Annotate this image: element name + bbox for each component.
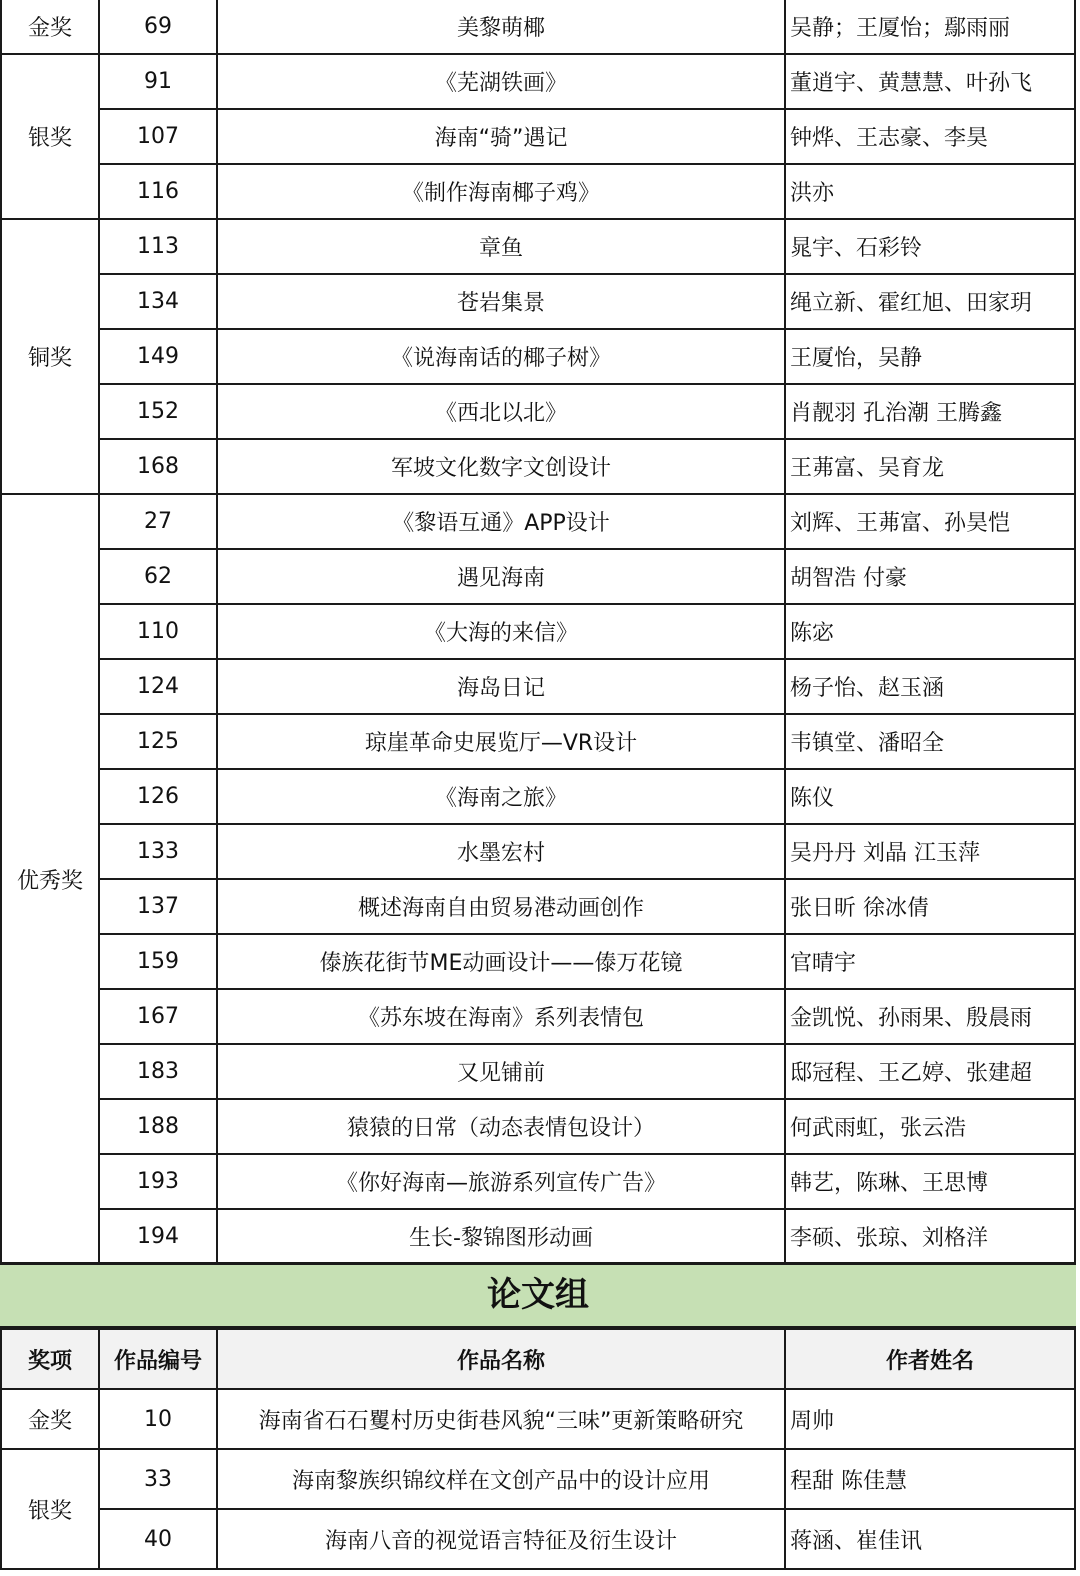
header-work-number: 作品编号 <box>99 1329 217 1389</box>
author-names-cell: 张日昕 徐冰倩 <box>785 879 1075 934</box>
work-number-cell: 110 <box>99 604 217 659</box>
work-number-cell: 188 <box>99 1099 217 1154</box>
work-title-cell: 苍岩集景 <box>217 274 785 329</box>
work-title-cell: 军坡文化数字文创设计 <box>217 439 785 494</box>
work-number-cell: 183 <box>99 1044 217 1099</box>
author-names-cell: 杨子怡、赵玉涵 <box>785 659 1075 714</box>
table-row <box>1 934 1075 989</box>
section-title-paper-group: 论文组 <box>0 1262 1076 1328</box>
work-title-cell: 猿猿的日常（动态表情包设计） <box>217 1099 785 1154</box>
table-row <box>1 439 1075 494</box>
work-number-cell: 69 <box>99 0 217 54</box>
award-cell: 金奖 <box>1 0 99 54</box>
work-title-cell: 概述海南自由贸易港动画创作 <box>217 879 785 934</box>
work-number-cell: 40 <box>99 1509 217 1569</box>
author-names-cell: 程甜 陈佳慧 <box>785 1449 1075 1509</box>
author-names-cell: 何武雨虹，张云浩 <box>785 1099 1075 1154</box>
table-row <box>1 1509 1075 1569</box>
author-names-cell: 官晴宇 <box>785 934 1075 989</box>
award-cell: 铜奖 <box>1 219 99 494</box>
award-cell: 金奖 <box>1 1389 99 1449</box>
table-header-row <box>1 1329 1075 1389</box>
paper-awards-table <box>0 1328 1076 1570</box>
table-row <box>1 329 1075 384</box>
work-title-cell: 《芜湖铁画》 <box>217 54 785 109</box>
table-row <box>1 824 1075 879</box>
work-title-cell: 《说海南话的椰子树》 <box>217 329 785 384</box>
work-title-cell: 《你好海南—旅游系列宣传广告》 <box>217 1154 785 1209</box>
author-names-cell: 吴丹丹 刘晶 江玉萍 <box>785 824 1075 879</box>
table-row <box>1 769 1075 824</box>
work-title-cell: 海南省石石矍村历史街巷风貌“三味”更新策略研究 <box>217 1389 785 1449</box>
work-number-cell: 27 <box>99 494 217 549</box>
award-cell: 银奖 <box>1 54 99 219</box>
table-row <box>1 274 1075 329</box>
work-number-cell: 33 <box>99 1449 217 1509</box>
table-row <box>1 494 1075 549</box>
work-title-cell: 美黎萌椰 <box>217 0 785 54</box>
work-title-cell: 《海南之旅》 <box>217 769 785 824</box>
work-title-cell: 水墨宏村 <box>217 824 785 879</box>
table-row <box>1 1449 1075 1509</box>
author-names-cell: 蒋涵、崔佳讯 <box>785 1509 1075 1569</box>
table-row <box>1 0 1075 54</box>
work-title-cell: 《西北以北》 <box>217 384 785 439</box>
table-row <box>1 659 1075 714</box>
work-number-cell: 62 <box>99 549 217 604</box>
table-row <box>1 1154 1075 1209</box>
header-work-title: 作品名称 <box>217 1329 785 1389</box>
author-names-cell: 韩艺，陈琳、王思博 <box>785 1154 1075 1209</box>
author-names-cell: 邸冠程、王乙婷、张建超 <box>785 1044 1075 1099</box>
author-names-cell: 肖靓羽 孔治潮 王腾鑫 <box>785 384 1075 439</box>
author-names-cell: 韦镇堂、潘昭全 <box>785 714 1075 769</box>
work-number-cell: 168 <box>99 439 217 494</box>
header-author-names: 作者姓名 <box>785 1329 1075 1389</box>
work-number-cell: 126 <box>99 769 217 824</box>
work-title-cell: 海南“骑”遇记 <box>217 109 785 164</box>
table-row <box>1 219 1075 274</box>
table-row <box>1 714 1075 769</box>
work-number-cell: 91 <box>99 54 217 109</box>
work-number-cell: 107 <box>99 109 217 164</box>
table-row <box>1 1044 1075 1099</box>
work-number-cell: 113 <box>99 219 217 274</box>
author-names-cell: 陈宓 <box>785 604 1075 659</box>
table-row <box>1 879 1075 934</box>
author-names-cell: 胡智浩 付豪 <box>785 549 1075 604</box>
work-title-cell: 遇见海南 <box>217 549 785 604</box>
table-row <box>1 54 1075 109</box>
author-names-cell: 李硕、张琼、刘格洋 <box>785 1209 1075 1264</box>
work-title-cell: 《制作海南椰子鸡》 <box>217 164 785 219</box>
table-row <box>1 1389 1075 1449</box>
author-names-cell: 刘辉、王茀富、孙昊恺 <box>785 494 1075 549</box>
work-number-cell: 134 <box>99 274 217 329</box>
author-names-cell: 钟烨、王志豪、李昊 <box>785 109 1075 164</box>
work-title-cell: 生长-黎锦图形动画 <box>217 1209 785 1264</box>
work-number-cell: 193 <box>99 1154 217 1209</box>
table-row <box>1 1209 1075 1264</box>
author-names-cell: 绳立新、霍红旭、田家玥 <box>785 274 1075 329</box>
work-title-cell: 《大海的来信》 <box>217 604 785 659</box>
table-row <box>1 604 1075 659</box>
table-row <box>1 549 1075 604</box>
work-number-cell: 167 <box>99 989 217 1044</box>
work-title-cell: 章鱼 <box>217 219 785 274</box>
work-title-cell: 海南八音的视觉语言特征及衍生设计 <box>217 1509 785 1569</box>
work-number-cell: 125 <box>99 714 217 769</box>
table-row <box>1 109 1075 164</box>
work-number-cell: 194 <box>99 1209 217 1264</box>
table-row <box>1 989 1075 1044</box>
work-title-cell: 《黎语互通》APP设计 <box>217 494 785 549</box>
table-row <box>1 164 1075 219</box>
work-title-cell: 海岛日记 <box>217 659 785 714</box>
author-names-cell: 吴静；王厦怡；鄢雨丽 <box>785 0 1075 54</box>
author-names-cell: 周帅 <box>785 1389 1075 1449</box>
work-number-cell: 149 <box>99 329 217 384</box>
author-names-cell: 王厦怡，吴静 <box>785 329 1075 384</box>
work-number-cell: 137 <box>99 879 217 934</box>
work-number-cell: 133 <box>99 824 217 879</box>
work-number-cell: 10 <box>99 1389 217 1449</box>
work-number-cell: 152 <box>99 384 217 439</box>
author-names-cell: 洪亦 <box>785 164 1075 219</box>
author-names-cell: 陈仪 <box>785 769 1075 824</box>
author-names-cell: 金凯悦、孙雨果、殷晨雨 <box>785 989 1075 1044</box>
work-number-cell: 159 <box>99 934 217 989</box>
work-title-cell: 《苏东坡在海南》系列表情包 <box>217 989 785 1044</box>
header-award: 奖项 <box>1 1329 99 1389</box>
award-cell: 银奖 <box>1 1449 99 1569</box>
work-title-cell: 傣族花街节ME动画设计——傣万花镜 <box>217 934 785 989</box>
work-title-cell: 琼崖革命史展览厅—VR设计 <box>217 714 785 769</box>
work-title-cell: 海南黎族织锦纹样在文创产品中的设计应用 <box>217 1449 785 1509</box>
award-cell: 优秀奖 <box>1 494 99 1264</box>
work-number-cell: 116 <box>99 164 217 219</box>
table-row <box>1 1099 1075 1154</box>
author-names-cell: 晁宇、石彩铃 <box>785 219 1075 274</box>
table-row <box>1 384 1075 439</box>
author-names-cell: 董逍宇、黄慧慧、叶孙飞 <box>785 54 1075 109</box>
work-title-cell: 又见铺前 <box>217 1044 785 1099</box>
author-names-cell: 王茀富、吴育龙 <box>785 439 1075 494</box>
work-number-cell: 124 <box>99 659 217 714</box>
